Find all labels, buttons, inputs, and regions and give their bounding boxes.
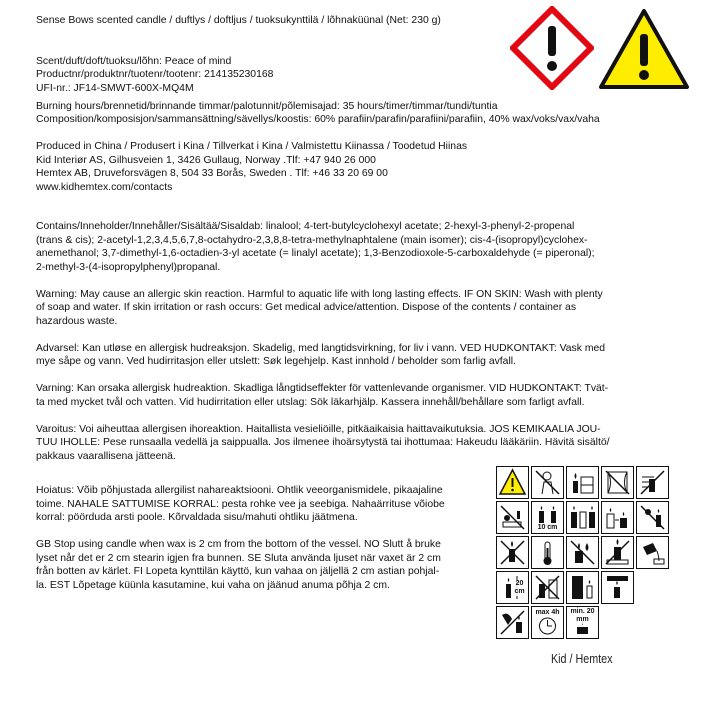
- warning-triangle-icon: [598, 8, 690, 90]
- website: www.kidhemtex.com/contacts: [36, 181, 173, 193]
- stop-using-text: GB Stop using candle when wax is 2 cm from the bottom of the vessel. NO Slutt å bruke lyset når det er 2 cm stearin igjen fra bunnen. SE Sluta använda ljuset när vaxet är 2 cm från botten av kärlet. FI Lopeta kynttilän käyttö, kun vahaa on jäljellä 2 cm astian pohjal- la. EST Lõpetage küünla kasutamine, kui vaha on jäänud anuma põhja 2 cm.: [36, 539, 441, 591]
- warning-small-icon: [496, 466, 529, 499]
- max-burn-label: max 4h: [535, 608, 560, 616]
- brand-name: Kid / Hemtex: [551, 652, 613, 666]
- no-near-objects-icon: [531, 571, 564, 604]
- no-blowing-icon: [496, 606, 529, 639]
- produced-in: Produced in China / Produsert i Kina / Tillverkat i Kina / Valmistettu Kiinassa / Toodetud Hiinas: [36, 141, 468, 152]
- ufi-number: UFI-nr.: JF14-SMWT-600X-MQ4M: [36, 82, 194, 94]
- burn-time-icon: [601, 501, 634, 534]
- no-draught-icon: [636, 466, 669, 499]
- no-moving-lit-candle-icon: [496, 536, 529, 569]
- door-draught-icon: [566, 571, 599, 604]
- composition-producer-block: [36, 86, 676, 194]
- composition: Composition/komposisjon/sammansättning/sävellys/koostis: 60% parafiin/parafin/parafiini/parafiin, 40% wax/voks/vax/vaha: [36, 114, 600, 125]
- empty-icon: [636, 571, 669, 604]
- warning-no: Advarsel: Kan utløse en allergisk hudreaksjon. Skadelig, med langtidsvirkning, for liv i vann. VED HUDKONTAKT: Vask med mye såpe og vann. Ved hudirritasjon eller utslett: Søk legehjelp. Kast innhold / beholder som farlig avfall.: [36, 342, 606, 367]
- distance-label: 10 cm: [537, 523, 558, 531]
- product-title: Sense Bows scented candle / duftlys / doftljus / tuoksukynttilä / lõhnaküünal (Net: 230 g): [36, 15, 441, 26]
- warnings-block: [36, 220, 672, 463]
- height-label: 20 cm: [511, 580, 528, 596]
- no-water-extinguish-icon: [566, 536, 599, 569]
- keep-away-from-children-icon: [531, 466, 564, 499]
- warning-se: Varning: Kan orsaka allergisk hudreaktion. Skadliga långtidseffekter för vattenlevande organismer. VID HUDKONTAKT: Tvät- ta med mycket tvål och vatten. Vid hudirritation eller utslag: Sök läkarhjälp. Kassera innehåll/behållare som farligt avfall.: [36, 383, 609, 408]
- burning-hours: Burning hours/brennetid/brinnande timmar/palotunnit/põlemisajad: 35 hours/timer/timmar/tundi/tuntia: [36, 100, 498, 112]
- trim-wick-icon: [566, 501, 599, 534]
- no-curtains-icon: [601, 466, 634, 499]
- warnings-bottom-block: [36, 484, 486, 592]
- no-children-pets-icon: [636, 501, 669, 534]
- candle-safety-icons: [496, 466, 702, 641]
- scent-line: Scent/duft/doft/tuoksu/lõhn: Peace of mind: [36, 55, 232, 67]
- pour-wax-icon: [636, 536, 669, 569]
- product-info-block: [36, 14, 476, 95]
- candle-distance-icon: [531, 501, 564, 534]
- max-burn-time-icon: [531, 606, 564, 639]
- address-hemtex: Hemtex AB, Druveforsvägen 8, 504 33 Borås, Sweden . Tlf: +46 33 20 69 00: [36, 168, 388, 179]
- warning-en: Warning: May cause an allergic skin reaction. Harmful to aquatic life with long lasting effects. IF ON SKIN: Wash with plenty of soap and water. If skin irritation or rash occurs: Get medical advice/attention. Dispose of the contents / container as hazardous waste.: [36, 288, 603, 327]
- height-icon: [496, 571, 529, 604]
- ghs-exclamation-pictogram: [510, 6, 594, 90]
- address-kid: Kid Interiør AS, Gilhusveien 1, 3426 Gullaug, Norway .Tlf: +47 940 26 000: [36, 154, 376, 166]
- min-wick-icon: [566, 606, 599, 639]
- heat-source-icon: [531, 536, 564, 569]
- no-flammable-surface-icon: [601, 536, 634, 569]
- warning-fi: Varoitus: Voi aiheuttaa allergisen ihoreaktion. Haitallista vesieliöille, pitkäaikaisia haittavaikutuksia. JOS KEMIKAALIA JOU- TUU IHOLLE: Pese runsaalla vedellä ja saippualla. Jos ilmenee ihoärsytystä tai ihottumaa: Hakeudu lääkäriin. Hävitä sisältö/ pakkaus vaarallisena jätteenä.: [36, 423, 610, 462]
- warning-ee: Hoiatus: Võib põhjustada allergilist nahareaktsiooni. Ohtlik veeorganismidele, pikaajaline toime. NAHALE SATTUMISE KORRAL: pesta rohke vee ja seebiga. Nahaärrituse võiobe korral: pöörduda arsti poole. Kõrvaldada sisu/mahuti ohtliku jäätmena.: [36, 485, 445, 523]
- keep-away-from-flammables-icon: [566, 466, 599, 499]
- contains-text: Contains/Inneholder/Innehåller/Sisältää/Sisaldab: linalool; 4-tert-butylcyclohexyl acetate; 2-hexyl-3-phenyl-2-propenal (trans & cis); 2-acetyl-1,2,3,4,5,6,7,8-octahydro-2,3,8,8-tetra-methylnaphtalene (main isomer); cis-4-(isopropyl)cyclohex- anemethanol; 3,7-dimethyl-1,6-octadien-3-yl acetate (= linalyl acetate); 1,3-Benzodioxole-5-carboxaldehyde (= piperonal); 2-methyl-3-(4-isopropylphenyl)propanal.: [36, 221, 595, 273]
- product-number: Productnr/produktnr/tuotenr/tootenr: 214135230168: [36, 69, 274, 80]
- shelf-icon: [601, 571, 634, 604]
- min-wick-label: min. 20 mm: [567, 608, 598, 624]
- no-sleeping-icon: [496, 501, 529, 534]
